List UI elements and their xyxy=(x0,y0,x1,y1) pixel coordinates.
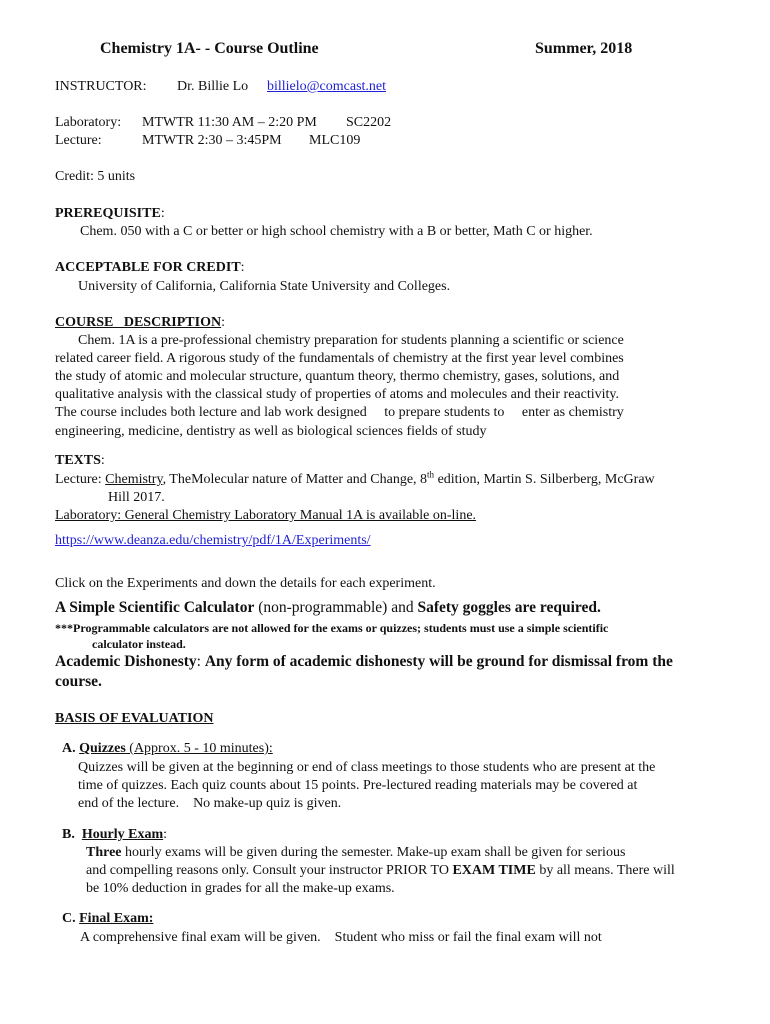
lab-label: Laboratory: xyxy=(55,115,122,130)
calculator-requirement: A Simple Scientific Calculator (non-programmable) and Safety goggles are required. xyxy=(55,599,601,616)
lecture-times: MTWTR 2:30 – 3:45PM xyxy=(142,133,282,148)
lecture-room: MLC109 xyxy=(309,133,361,148)
hourly-text: Three hourly exams will be given during the semester. Make-up exam shall be given for serious xyxy=(86,845,626,860)
final-heading: C. Final Exam: xyxy=(62,911,154,926)
hourly-heading: B. Hourly Exam: xyxy=(62,827,168,842)
description-line: qualitative analysis with the classical study of properties of atoms and molecules and their reactivity. xyxy=(55,387,619,402)
prerequisite-heading: PREREQUISITE: xyxy=(55,206,165,221)
instructor-label: INSTRUCTOR: xyxy=(55,79,147,94)
instructor-name: Dr. Billie Lo xyxy=(177,79,249,94)
description-line: Chem. 1A is a pre-professional chemistry preparation for students planning a scientific or science xyxy=(78,333,624,348)
quizzes-text: time of quizzes. Each quiz counts about 15 points. Pre-lectured reading materials may be covered at xyxy=(78,778,638,793)
lecture-text-line: Lecture: Chemistry, TheMolecular nature of Matter and Change, 8th edition, Martin S. Silberberg, McGraw xyxy=(55,469,655,487)
instructor-email-link[interactable]: billielo@comcast.net xyxy=(267,79,387,94)
lab-manual-line: Laboratory: General Chemistry Laboratory Manual 1A is available on-line. xyxy=(55,508,477,523)
texts-heading: TEXTS: xyxy=(55,453,105,468)
quizzes-heading: A. Quizzes (Approx. 5 - 10 minutes): xyxy=(62,741,273,756)
acceptable-text: University of California, California State University and Colleges. xyxy=(78,279,451,294)
lecture-label: Lecture: xyxy=(55,133,102,148)
description-line: engineering, medicine, dentistry as well as biological sciences fields of study xyxy=(55,424,487,439)
calculator-note: ***Programmable calculators are not allowed for the exams or quizzes; students must use a simple scientific xyxy=(55,621,609,635)
description-line: The course includes both lecture and lab work designed to prepare students to enter as chemistry xyxy=(55,405,624,420)
description-heading: COURSE DESCRIPTION: xyxy=(55,315,225,330)
quizzes-text: Quizzes will be given at the beginning or end of class meetings to those students who are present at the xyxy=(78,760,656,775)
term-label: Summer, 2018 xyxy=(535,40,633,57)
dishonesty-line: Academic Dishonesty: Any form of academic dishonesty will be ground for dismissal from the xyxy=(55,653,673,670)
lab-times: MTWTR 11:30 AM – 2:20 PM xyxy=(142,115,317,130)
evaluation-heading: BASIS OF EVALUATION xyxy=(55,711,214,726)
dishonesty-line-continued: course. xyxy=(55,673,102,690)
final-text: A comprehensive final exam will be given. Student who miss or fail the final exam will not xyxy=(80,930,602,945)
acceptable-heading: ACCEPTABLE FOR CREDIT: xyxy=(55,260,245,275)
credit-text: Credit: 5 units xyxy=(55,169,136,184)
quizzes-text: end of the lecture. No make-up quiz is given. xyxy=(78,796,342,811)
page-title: Chemistry 1A- - Course Outline xyxy=(100,40,319,57)
experiments-link[interactable]: https://www.deanza.edu/chemistry/pdf/1A/Experiments/ xyxy=(55,533,371,548)
description-line: the study of atomic and molecular structure, quantum theory, thermo chemistry, gases, solutions, and xyxy=(55,369,620,384)
prerequisite-text: Chem. 050 with a C or better or high school chemistry with a B or better, Math C or higher. xyxy=(80,224,593,239)
hourly-text: and compelling reasons only. Consult your instructor PRIOR TO EXAM TIME by all means. There will xyxy=(86,863,675,878)
description-line: related career field. A rigorous study of the fundamentals of chemistry at the first year level combines xyxy=(55,351,624,366)
hourly-text: be 10% deduction in grades for all the make-up exams. xyxy=(86,881,395,896)
lab-room: SC2202 xyxy=(346,115,392,130)
lecture-text-continued: Hill 2017. xyxy=(108,490,165,505)
calculator-note-continued: calculator instead. xyxy=(92,637,186,651)
click-note: Click on the Experiments and down the details for each experiment. xyxy=(55,576,436,591)
